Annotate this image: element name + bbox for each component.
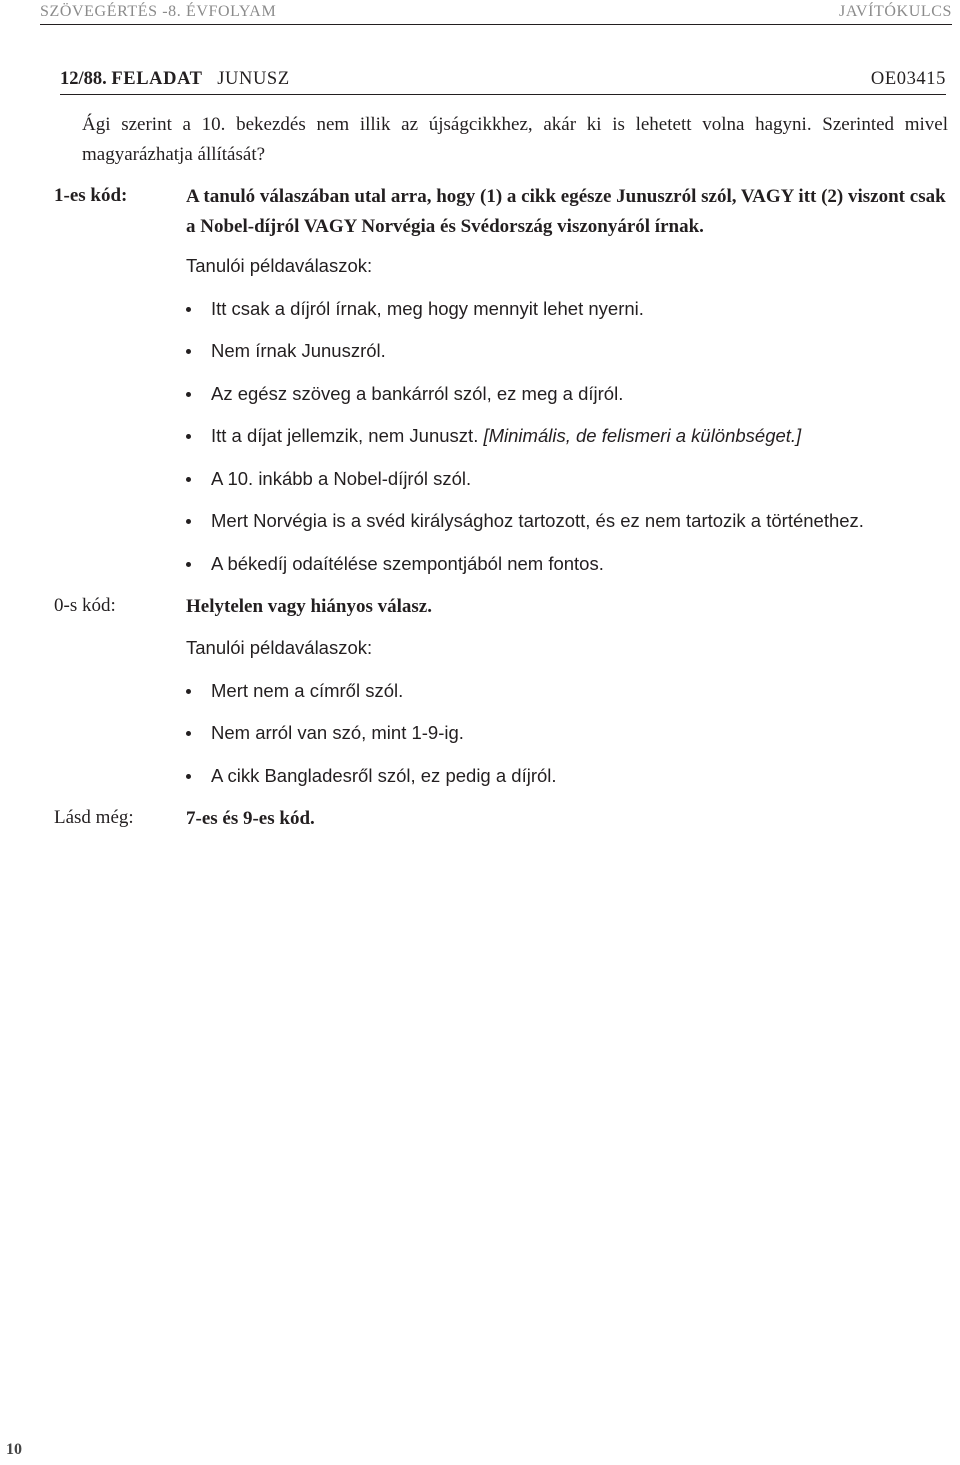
code1-example-item <box>186 510 864 532</box>
example-text: Az egész szöveg a bankárról szól, ez meg a díjról. <box>211 383 624 404</box>
page-number: 10 <box>6 1441 22 1458</box>
example-text: A 10. inkább a Nobel-díjról szól. <box>211 468 472 489</box>
code0-example-item <box>186 680 403 702</box>
bullet-icon <box>186 349 191 354</box>
running-header-right: JAVÍTÓKULCS <box>839 3 952 20</box>
bullet-icon <box>186 392 191 397</box>
bullet-icon <box>186 477 191 482</box>
bullet-icon <box>186 519 191 524</box>
code0-example-item <box>186 765 557 787</box>
see-also-text: 7-es és 9-es kód. <box>186 808 315 829</box>
code1-examples-title: Tanulói példaválaszok: <box>186 255 373 276</box>
running-header-left: SZÖVEGÉRTÉS -8. ÉVFOLYAM <box>40 3 277 20</box>
code1-example-item <box>186 340 386 362</box>
example-text: A békedíj odaítélése szempontjából nem fontos. <box>211 553 604 574</box>
task-name: JUNUSZ <box>217 69 290 89</box>
bullet-icon <box>186 562 191 567</box>
bullet-icon <box>186 731 191 736</box>
example-text: Nem arról van szó, mint 1-9-ig. <box>211 722 464 743</box>
example-text: Mert nem a címről szól. <box>211 680 404 701</box>
code0-label: 0-s kód: <box>54 595 116 616</box>
task-code: OE03415 <box>870 69 946 89</box>
code1-example-item <box>186 553 604 575</box>
code1-text: A tanuló válaszában utal arra, hogy (1) a cikk egésze Junuszról szól, VAGY itt (2) viszont csak a Nobel-díjról VAGY Norvégia és Svédország viszonyáról írnak. <box>186 186 946 237</box>
code0-text: Helytelen vagy hiányos válasz. <box>186 596 432 617</box>
question-text: Ági szerint a 10. bekezdés nem illik az újságcikkhez, akár ki is lehetett volna hagyni. Szerinted mivel magyarázhatja állítását? <box>82 114 948 165</box>
code0-examples-title: Tanulói példaválaszok: <box>186 637 373 658</box>
task-feladat-label: FELADAT <box>111 69 203 89</box>
code1-label: 1-es kód: <box>54 185 128 206</box>
example-text: A cikk Bangladesről szól, ez pedig a díjról. <box>211 765 557 786</box>
code1-example-item <box>186 425 801 447</box>
bullet-icon <box>186 689 191 694</box>
bullet-icon <box>186 307 191 312</box>
example-text: Nem írnak Junuszról. <box>211 340 386 361</box>
example-text: Itt csak a díjról írnak, meg hogy mennyit lehet nyerni. <box>211 298 644 319</box>
bullet-icon <box>186 774 191 779</box>
example-note: [Minimális, de felismeri a különbséget.] <box>483 425 802 446</box>
code0-example-item <box>186 722 464 744</box>
task-title <box>60 69 290 90</box>
running-header <box>40 0 952 25</box>
example-text: Itt a díjat jellemzik, nem Junuszt. <box>211 425 479 446</box>
see-also-label: Lásd még: <box>54 807 134 828</box>
code1-example-item <box>186 468 471 490</box>
code1-example-item <box>186 383 623 405</box>
task-number: 12/88. <box>60 69 107 89</box>
example-text: Mert Norvégia is a svéd királysághoz tartozott, és ez nem tartozik a történethez. <box>211 510 864 531</box>
bullet-icon <box>186 434 191 439</box>
code1-example-item <box>186 298 644 320</box>
task-header <box>60 68 946 95</box>
